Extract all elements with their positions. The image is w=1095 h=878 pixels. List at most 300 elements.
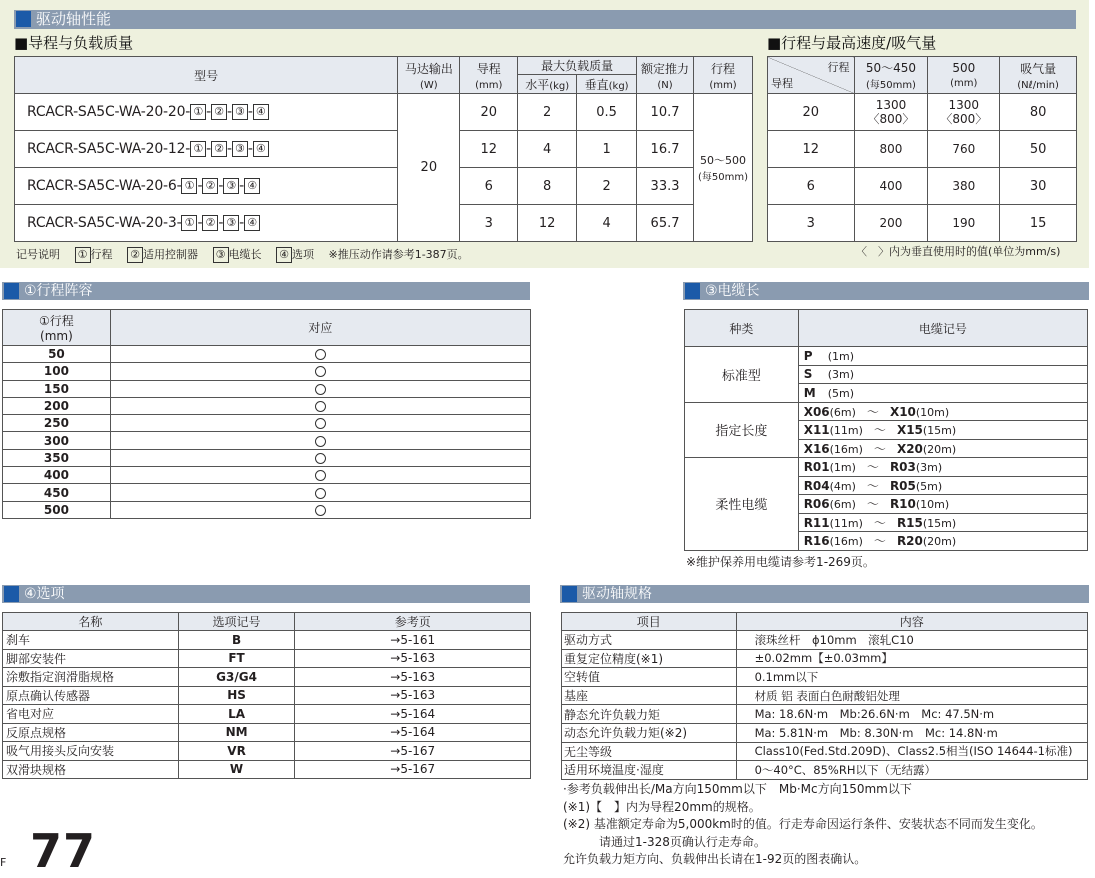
table-row bbox=[685, 402, 1088, 421]
spec-item-cell: 基座 bbox=[562, 686, 737, 705]
speed-value: 400 bbox=[879, 179, 903, 193]
speed-vertical-value: 〈800〉 bbox=[940, 112, 988, 126]
cable-length: (16m) bbox=[829, 442, 863, 456]
circle-icon bbox=[315, 384, 326, 395]
model-option-box-4: ④ bbox=[253, 141, 269, 157]
model-option-box-2: ② bbox=[202, 178, 218, 194]
cable-length: (5m) bbox=[915, 479, 943, 493]
cable-tilde: ～ bbox=[866, 478, 879, 493]
cable-tilde: ～ bbox=[866, 460, 879, 475]
header-vertical-label: 垂直 bbox=[584, 77, 609, 92]
load-table-title: ■导程与负载质量 bbox=[14, 34, 134, 52]
table-row bbox=[3, 742, 531, 761]
page-mark: F bbox=[0, 856, 7, 869]
model-code: RCACR-SA5C-WA-20-12- bbox=[27, 141, 191, 157]
header-cable-code: 电缆记号 bbox=[798, 310, 1087, 347]
lead-cell: 3 bbox=[460, 205, 518, 242]
header-thrust bbox=[637, 57, 694, 94]
option-code-cell: W bbox=[178, 760, 295, 779]
table-row bbox=[562, 761, 1088, 780]
cable-code-cell bbox=[798, 384, 1087, 403]
cable-code: R16 bbox=[803, 534, 830, 549]
spec-note-line: ·参考负载伸出长/Ma方向150mm以下 Mb·Mc方向150mm以下 bbox=[563, 782, 912, 796]
cable-length: (5m) bbox=[827, 386, 854, 400]
table-row bbox=[3, 501, 531, 518]
option-code-cell: FT bbox=[178, 649, 295, 668]
lead-cell: 20 bbox=[460, 94, 518, 131]
option-page-cell: →5-164 bbox=[295, 705, 531, 724]
header-stroke-mm-label: ①行程 bbox=[39, 314, 74, 328]
model-option-box-1: ① bbox=[190, 141, 206, 157]
cable-type-cell: 柔性电缆 bbox=[685, 458, 799, 551]
header-cable-type: 种类 bbox=[685, 310, 799, 347]
table-row bbox=[15, 205, 753, 242]
cable-code: X06 bbox=[803, 404, 830, 419]
spec-item-cell: 动态允许负载力矩(※2) bbox=[562, 723, 737, 742]
thrust-cell: 10.7 bbox=[637, 94, 694, 131]
cable-code: X15 bbox=[896, 423, 923, 438]
table-row bbox=[3, 668, 531, 687]
spec-note-line: 允许负载力矩方向、负载伸出长请在1-92页的图表确认。 bbox=[563, 852, 867, 866]
option-name-cell: 吸气用接头反向安装 bbox=[3, 742, 179, 761]
cable-length: (20m) bbox=[922, 442, 957, 456]
spec-item-cell: 空转值 bbox=[562, 668, 737, 687]
table-row bbox=[562, 668, 1088, 687]
model-cell bbox=[15, 205, 398, 242]
option-page-cell: →5-163 bbox=[295, 668, 531, 687]
table-row bbox=[3, 449, 531, 466]
cable-tilde: ～ bbox=[873, 423, 886, 438]
speed-table-title: ■行程与最高速度/吸气量 bbox=[767, 34, 937, 52]
model-option-box-2: ② bbox=[211, 104, 227, 120]
header-thrust-label: 额定推力 bbox=[641, 61, 690, 76]
header-option-code: 选项记号 bbox=[178, 613, 295, 631]
stroke-range: 50～500 bbox=[700, 154, 746, 167]
speed-cell bbox=[854, 131, 928, 168]
circle-icon bbox=[315, 349, 326, 360]
cable-tilde: ～ bbox=[873, 515, 886, 530]
option-page-cell: →5-167 bbox=[295, 742, 531, 761]
spec-item-cell: 无尘等级 bbox=[562, 742, 737, 761]
header-stroke-label: 行程 bbox=[710, 61, 735, 76]
cable-type-cell: 标准型 bbox=[685, 347, 799, 403]
header-suction-unit: (Nℓ/min) bbox=[1017, 79, 1059, 91]
option-code-cell: VR bbox=[178, 742, 295, 761]
spec-table bbox=[561, 612, 1088, 780]
horizontal-load-cell: 8 bbox=[518, 168, 577, 205]
header-spec-content: 内容 bbox=[736, 613, 1087, 631]
options-section-title: ④选项 bbox=[24, 586, 65, 602]
table-row bbox=[15, 168, 753, 205]
header-spec-item: 项目 bbox=[562, 613, 737, 631]
option-name-cell: 刹车 bbox=[3, 631, 179, 650]
horizontal-load-cell: 12 bbox=[518, 205, 577, 242]
model-separator: - bbox=[239, 215, 245, 231]
lead-cell: 6 bbox=[768, 168, 855, 205]
table-row bbox=[3, 686, 531, 705]
option-name-cell: 省电对应 bbox=[3, 705, 179, 724]
legend-item-1: 行程 bbox=[90, 248, 113, 261]
header-horizontal bbox=[518, 75, 577, 94]
legend-item-2: 适用控制器 bbox=[143, 248, 198, 261]
support-cell bbox=[110, 484, 530, 501]
header-stroke-range bbox=[854, 57, 928, 94]
circle-icon bbox=[315, 366, 326, 377]
option-page-cell: →5-163 bbox=[295, 649, 531, 668]
speed-cell bbox=[928, 131, 1000, 168]
legend-row bbox=[16, 246, 469, 263]
cable-length: (15m) bbox=[922, 516, 957, 530]
horizontal-load-cell: 2 bbox=[518, 94, 577, 131]
cable-code-cell bbox=[798, 532, 1087, 551]
cable-length: (11m) bbox=[829, 516, 863, 530]
speed-value: 380 bbox=[952, 179, 976, 193]
table-row bbox=[3, 380, 531, 397]
table-row bbox=[3, 363, 531, 380]
header-support: 对应 bbox=[110, 310, 530, 346]
model-option-box-1: ① bbox=[181, 215, 197, 231]
support-cell bbox=[110, 363, 530, 380]
circle-icon bbox=[315, 401, 326, 412]
legend-label: 记号说明 bbox=[16, 248, 60, 261]
support-cell bbox=[110, 501, 530, 518]
model-option-box-2: ② bbox=[211, 141, 227, 157]
table-row bbox=[562, 723, 1088, 742]
cable-code-cell bbox=[798, 458, 1087, 477]
model-option-box-4: ④ bbox=[244, 178, 260, 194]
header-lead bbox=[460, 57, 518, 94]
speed-note: 〈 〉内为垂直使用时的值(单位为mm/s) bbox=[856, 245, 1061, 258]
speed-value: 1300 bbox=[875, 98, 907, 112]
spec-content-cell: Ma: 18.6N·m Mb:26.6N·m Mc: 47.5N·m bbox=[736, 705, 1087, 724]
table-row bbox=[685, 347, 1088, 366]
table-row bbox=[768, 131, 1077, 168]
model-separator: - bbox=[206, 141, 212, 157]
cable-tilde: ～ bbox=[873, 534, 886, 549]
legend-box-2: ② bbox=[127, 247, 143, 263]
table-row bbox=[3, 705, 531, 724]
cable-tilde: ～ bbox=[866, 404, 879, 419]
legend-note: ※推压动作请参考1-387页。 bbox=[328, 248, 469, 261]
table-row bbox=[562, 686, 1088, 705]
model-option-box-3: ③ bbox=[232, 104, 248, 120]
header-vertical bbox=[577, 75, 637, 94]
model-option-box-3: ③ bbox=[232, 141, 248, 157]
table-row bbox=[685, 458, 1088, 477]
model-separator: - bbox=[218, 178, 224, 194]
lead-cell: 6 bbox=[460, 168, 518, 205]
header-stroke-unit: (mm) bbox=[709, 79, 737, 91]
circle-icon bbox=[315, 436, 326, 447]
support-cell bbox=[110, 415, 530, 432]
cable-code: X20 bbox=[896, 441, 923, 456]
cable-code: R01 bbox=[803, 460, 830, 475]
support-cell bbox=[110, 346, 530, 363]
option-code-cell: B bbox=[178, 631, 295, 650]
speed-vertical-value: 〈800〉 bbox=[867, 112, 915, 126]
spec-item-cell: 适用环境温度·湿度 bbox=[562, 761, 737, 780]
section-header-spec bbox=[560, 585, 1089, 603]
legend-box-4: ④ bbox=[276, 247, 292, 263]
cable-code: R03 bbox=[889, 460, 916, 475]
section-header-cable bbox=[683, 282, 1089, 300]
vertical-load-cell: 1 bbox=[577, 131, 637, 168]
stroke-value-cell: 450 bbox=[3, 484, 111, 501]
section-header-stroke bbox=[2, 282, 530, 300]
page-number: 77 bbox=[30, 824, 97, 878]
cable-length: (3m) bbox=[915, 461, 943, 475]
cable-length: (3m) bbox=[827, 368, 854, 382]
vertical-load-cell: 2 bbox=[577, 168, 637, 205]
thrust-cell: 16.7 bbox=[637, 131, 694, 168]
spec-content-cell: 滚珠丝杆 ϕ10mm 滚轧C10 bbox=[736, 631, 1087, 650]
cable-length: (10m) bbox=[915, 498, 950, 512]
support-cell bbox=[110, 432, 530, 449]
cable-code: R04 bbox=[803, 478, 830, 493]
header-stroke-500 bbox=[928, 57, 1000, 94]
table-row bbox=[768, 168, 1077, 205]
option-name-cell: 脚部安装件 bbox=[3, 649, 179, 668]
option-code-cell: G3/G4 bbox=[178, 668, 295, 687]
cable-code: P bbox=[803, 348, 813, 363]
cable-code-cell bbox=[798, 513, 1087, 532]
model-code: RCACR-SA5C-WA-20-20- bbox=[27, 104, 191, 120]
speed-table bbox=[767, 56, 1077, 242]
header-stroke-500-label: 500 bbox=[952, 61, 976, 75]
option-page-cell: →5-163 bbox=[295, 686, 531, 705]
vertical-load-cell: 4 bbox=[577, 205, 637, 242]
header-thrust-unit: (N) bbox=[657, 79, 673, 91]
model-separator: - bbox=[218, 215, 224, 231]
load-table bbox=[14, 56, 753, 242]
model-cell bbox=[15, 131, 398, 168]
spec-item-cell: 静态允许负载力矩 bbox=[562, 705, 737, 724]
suction-cell: 15 bbox=[1000, 205, 1077, 242]
spec-content-cell: ±0.02mm【±0.03mm】 bbox=[736, 649, 1087, 668]
legend-box-1: ① bbox=[75, 247, 91, 263]
cable-length: (11m) bbox=[829, 424, 863, 438]
cable-type-cell: 指定长度 bbox=[685, 402, 799, 458]
model-separator: - bbox=[206, 104, 212, 120]
speed-value: 190 bbox=[952, 216, 976, 230]
header-motor-unit: (W) bbox=[419, 79, 438, 91]
speed-cell bbox=[928, 94, 1000, 131]
speed-cell bbox=[854, 205, 928, 242]
stroke-value-cell: 400 bbox=[3, 467, 111, 484]
model-option-box-1: ① bbox=[181, 178, 197, 194]
spec-note-line: (※1)【 】内为导程20mm的规格。 bbox=[563, 799, 761, 814]
speed-cell bbox=[928, 168, 1000, 205]
cable-code-cell bbox=[798, 402, 1087, 421]
option-name-cell: 反原点规格 bbox=[3, 723, 179, 742]
model-option-box-4: ④ bbox=[253, 104, 269, 120]
stroke-value-cell: 50 bbox=[3, 346, 111, 363]
support-cell bbox=[110, 397, 530, 414]
header-vertical-unit: (kg) bbox=[608, 80, 629, 92]
option-page-cell: →5-164 bbox=[295, 723, 531, 742]
thrust-cell: 65.7 bbox=[637, 205, 694, 242]
suction-cell: 50 bbox=[1000, 131, 1077, 168]
header-option-page: 参考页 bbox=[295, 613, 531, 631]
horizontal-load-cell: 4 bbox=[518, 131, 577, 168]
option-code-cell: HS bbox=[178, 686, 295, 705]
table-row bbox=[3, 346, 531, 363]
header-maxload: 最大负载质量 bbox=[518, 57, 637, 75]
speed-value: 800 bbox=[879, 142, 903, 156]
table-row bbox=[3, 415, 531, 432]
header-suction-label: 吸气量 bbox=[1020, 61, 1057, 76]
spec-content-cell: 0～40°C、85%RH以下（无结露） bbox=[736, 761, 1087, 780]
lead-cell: 3 bbox=[768, 205, 855, 242]
stroke-step: (每50mm) bbox=[697, 172, 748, 183]
spec-content-cell: Ma: 5.81N·m Mb: 8.30N·m Mc: 14.8N·m bbox=[736, 723, 1087, 742]
model-option-box-3: ③ bbox=[223, 215, 239, 231]
speed-value: 200 bbox=[879, 216, 903, 230]
thrust-cell: 33.3 bbox=[637, 168, 694, 205]
option-code-cell: LA bbox=[178, 705, 295, 724]
cable-code: X16 bbox=[803, 441, 830, 456]
table-row bbox=[562, 705, 1088, 724]
header-model: 型号 bbox=[15, 57, 398, 94]
header-stroke-mm-unit: (mm) bbox=[40, 329, 73, 343]
cable-code: R15 bbox=[896, 515, 923, 530]
header-stroke-mm bbox=[3, 310, 111, 346]
header-motor-label: 马达输出 bbox=[404, 61, 453, 76]
lead-cell: 20 bbox=[768, 94, 855, 131]
legend-item-4: 选项 bbox=[292, 248, 314, 261]
circle-icon bbox=[315, 418, 326, 429]
table-row bbox=[3, 397, 531, 414]
stroke-cell bbox=[694, 94, 753, 242]
section-header-options bbox=[2, 585, 530, 603]
header-stroke-range-unit: (每50mm) bbox=[865, 80, 916, 91]
spec-note-line: 请通过1-328页确认行走寿命。 bbox=[563, 834, 766, 849]
cable-code: X10 bbox=[889, 404, 916, 419]
header-lead-label: 导程 bbox=[476, 61, 501, 76]
model-separator: - bbox=[197, 215, 203, 231]
spec-note-line: (※2) 基准额定寿命为5,000km时的值。行走寿命因运行条件、安装状态不同而发生变化。 bbox=[563, 817, 1043, 831]
speed-cell bbox=[854, 94, 928, 131]
support-cell bbox=[110, 449, 530, 466]
circle-icon bbox=[315, 488, 326, 499]
spec-notes bbox=[563, 781, 1043, 869]
header-horizontal-unit: (kg) bbox=[549, 80, 570, 92]
model-separator: - bbox=[247, 104, 253, 120]
support-cell bbox=[110, 380, 530, 397]
cable-code: X11 bbox=[803, 423, 830, 438]
stroke-value-cell: 150 bbox=[3, 380, 111, 397]
cable-code: S bbox=[803, 367, 813, 382]
cable-length: (15m) bbox=[922, 424, 957, 438]
table-row bbox=[3, 484, 531, 501]
header-stroke bbox=[694, 57, 753, 94]
model-separator: - bbox=[247, 141, 253, 157]
model-cell bbox=[15, 94, 398, 131]
cable-code-cell bbox=[798, 421, 1087, 440]
header-suction bbox=[1000, 57, 1077, 94]
legend-box-3: ③ bbox=[213, 247, 229, 263]
option-page-cell: →5-161 bbox=[295, 631, 531, 650]
cable-code: R06 bbox=[803, 497, 830, 512]
table-row bbox=[768, 94, 1077, 131]
option-name-cell: 涂敷指定润滑脂规格 bbox=[3, 668, 179, 687]
cable-length: (10m) bbox=[915, 405, 950, 419]
vertical-load-cell: 0.5 bbox=[577, 94, 637, 131]
speed-value: 1300 bbox=[948, 98, 980, 112]
model-separator: - bbox=[227, 104, 232, 120]
option-name-cell: 双滑块规格 bbox=[3, 760, 179, 779]
header-stroke-500-unit: (mm) bbox=[950, 78, 978, 89]
model-option-box-1: ① bbox=[190, 104, 206, 120]
circle-icon bbox=[315, 453, 326, 464]
header-lead-diag: 导程 bbox=[771, 77, 793, 90]
circle-icon bbox=[315, 470, 326, 481]
model-separator: - bbox=[197, 178, 203, 194]
legend-item-3: 电缆长 bbox=[228, 248, 262, 261]
cable-code: R20 bbox=[896, 534, 923, 549]
stroke-value-cell: 300 bbox=[3, 432, 111, 449]
table-row bbox=[562, 649, 1088, 668]
lead-cell: 12 bbox=[768, 131, 855, 168]
model-separator: - bbox=[227, 141, 232, 157]
model-option-box-2: ② bbox=[202, 215, 218, 231]
speed-value: 760 bbox=[952, 142, 976, 156]
motor-output-cell: 20 bbox=[398, 94, 460, 242]
cable-code-cell bbox=[798, 495, 1087, 514]
cable-code: R11 bbox=[803, 515, 830, 530]
stroke-value-cell: 500 bbox=[3, 501, 111, 518]
suction-cell: 30 bbox=[1000, 168, 1077, 205]
spec-item-cell: 重复定位精度(※1) bbox=[562, 649, 737, 668]
header-lead-stroke bbox=[768, 57, 855, 94]
section-header-performance bbox=[14, 10, 1076, 29]
cable-length: (6m) bbox=[829, 405, 856, 419]
spec-content-cell: 材质 铝 表面白色耐酸铝处理 bbox=[736, 686, 1087, 705]
cable-code-cell bbox=[798, 347, 1087, 366]
option-code-cell: NM bbox=[178, 723, 295, 742]
spec-item-cell: 驱动方式 bbox=[562, 631, 737, 650]
header-stroke-range-label: 50～450 bbox=[865, 61, 917, 75]
support-cell bbox=[110, 467, 530, 484]
model-option-box-4: ④ bbox=[244, 215, 260, 231]
cable-tilde: ～ bbox=[866, 497, 879, 512]
cable-code: M bbox=[803, 385, 816, 400]
spec-content-cell: Class10(Fed.Std.209D)、Class2.5相当(ISO 14644-1标准) bbox=[736, 742, 1087, 761]
stroke-value-cell: 250 bbox=[3, 415, 111, 432]
cable-length: (1m) bbox=[829, 461, 856, 475]
cable-code-cell bbox=[798, 365, 1087, 384]
cable-code: R10 bbox=[889, 497, 916, 512]
header-lead-unit: (mm) bbox=[475, 79, 503, 91]
cable-table bbox=[684, 309, 1088, 551]
table-row bbox=[3, 467, 531, 484]
table-row bbox=[15, 94, 753, 131]
cable-length: (6m) bbox=[829, 498, 856, 512]
lead-cell: 12 bbox=[460, 131, 518, 168]
model-option-box-3: ③ bbox=[223, 178, 239, 194]
cable-code-cell bbox=[798, 439, 1087, 458]
options-table bbox=[2, 612, 531, 779]
table-row bbox=[3, 649, 531, 668]
table-row bbox=[562, 631, 1088, 650]
cable-length: (1m) bbox=[827, 349, 854, 363]
table-row bbox=[15, 131, 753, 168]
table-row bbox=[562, 742, 1088, 761]
header-stroke-diag: 行程 bbox=[827, 61, 850, 74]
table-row bbox=[768, 205, 1077, 242]
model-cell bbox=[15, 168, 398, 205]
model-separator: - bbox=[239, 178, 245, 194]
